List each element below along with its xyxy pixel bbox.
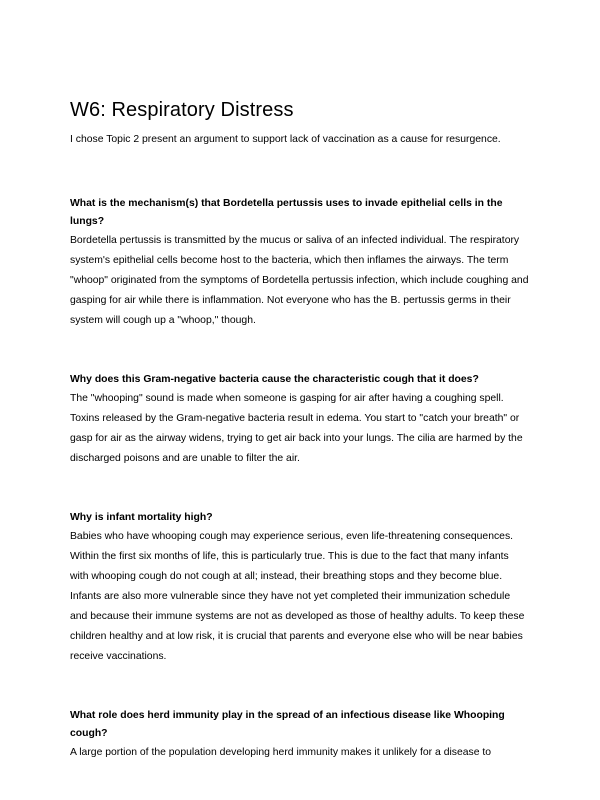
section-herd-immunity	[70, 707, 530, 763]
section-answer: Bordetella pertussis is transmitted by the mucus or saliva of an infected individual. The respiratory system's epithelial cells become host to the bacteria, which then inflames the airways. The term "whoop" originated from the symptoms of Bordetella pertussis infection, which include coughing and gasping for air while there is inflammation. Not everyone who has the B. pertussis germs in their system will cough up a "whoop," though.	[70, 235, 529, 326]
page-title: W6: Respiratory Distress	[70, 99, 294, 121]
section-question: What role does herd immunity play in the spread of an infectious disease like Whooping cough?	[70, 710, 505, 739]
section-infant-mortality	[70, 509, 530, 667]
section-answer: A large portion of the population developing herd immunity makes it unlikely for a disease to	[70, 747, 492, 758]
section-question: What is the mechanism(s) that Bordetella pertussis uses to invade epithelial cells in the lungs?	[70, 198, 503, 227]
section-answer: The "whooping" sound is made when someone is gasping for air after having a coughing spell. Toxins released by the Gram-negative bacteria result in edema. You start to "catch your breath" or gasp for air as the airway widens, trying to get air back into your lungs. The cilia are harmed by the discharged poisons and are unable to filter the air.	[70, 393, 523, 464]
section-cough	[70, 371, 530, 469]
document-page	[70, 97, 530, 763]
intro-paragraph: I chose Topic 2 present an argument to support lack of vaccination as a cause for resurgence.	[70, 134, 501, 145]
section-mechanism	[70, 195, 530, 331]
section-question: Why does this Gram-negative bacteria cause the characteristic cough that it does?	[70, 374, 479, 385]
section-answer: Babies who have whooping cough may experience serious, even life-threatening consequences. Within the first six months of life, this is particularly true. This is due to the fact that many infants with whooping cough do not cough at all; instead, their breathing stops and they become blue. Infants are also more vulnerable since they have not yet completed their immunization schedule and because their immune systems are not as developed as those of healthy adults. To keep these children healthy and at low risk, it is crucial that parents and everyone else who will be near babies receive vaccinations.	[70, 531, 525, 662]
section-question: Why is infant mortality high?	[70, 512, 213, 523]
